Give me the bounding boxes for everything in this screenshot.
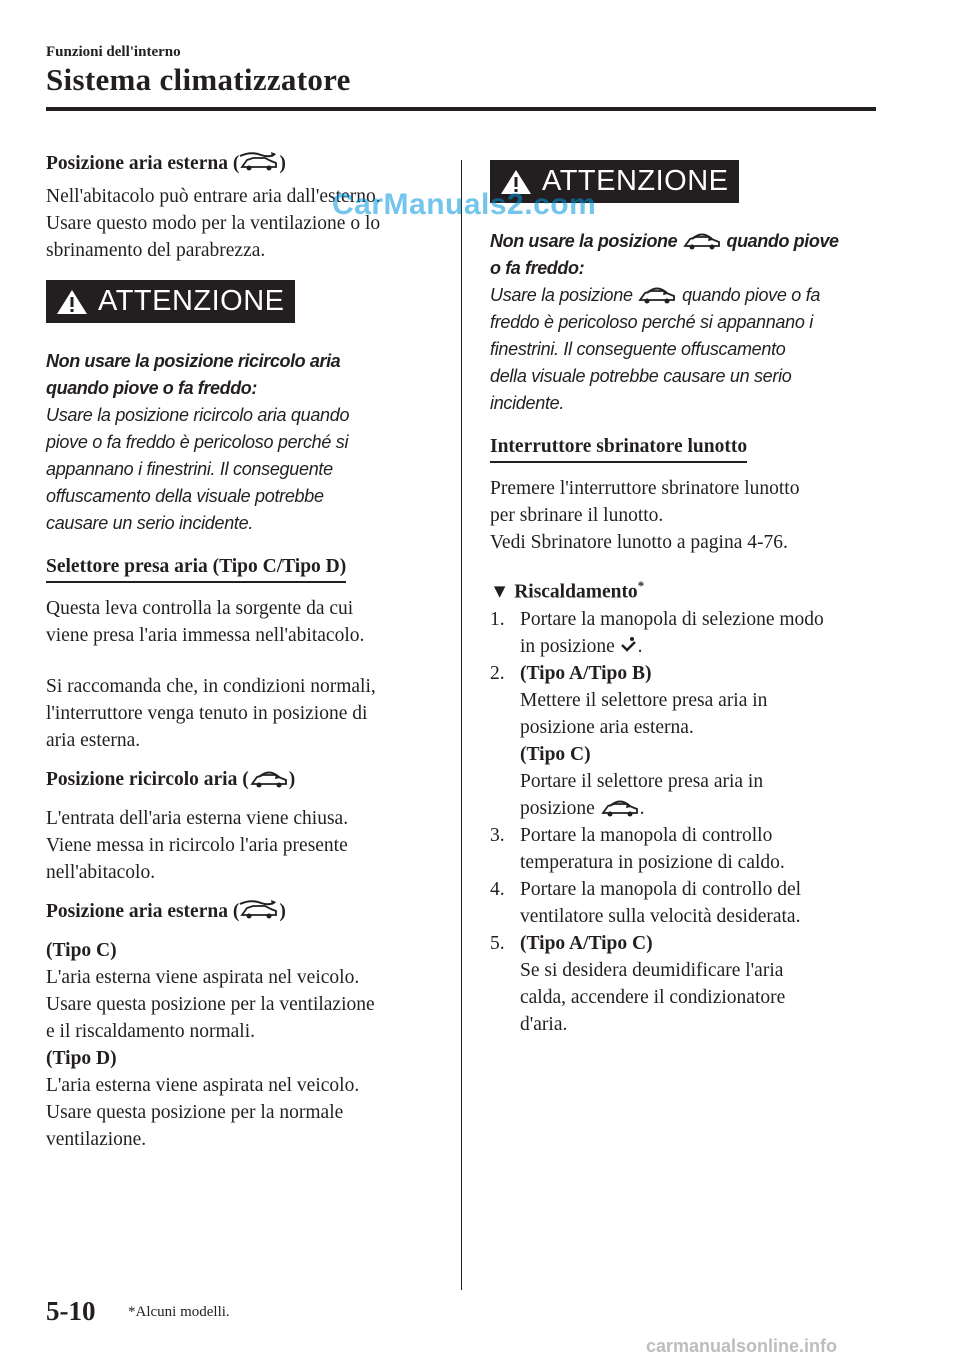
outside-air-heading-2 xyxy=(46,898,441,925)
outside-air-heading-prefix: Posizione aria esterna ( xyxy=(46,153,240,174)
step-2-line-2: posizione aria esterna. xyxy=(520,716,694,738)
type-d-text-3: ventilazione. xyxy=(46,1129,147,1150)
step-5-line-1: Se si desidera deumidificare l'aria xyxy=(520,959,784,981)
site-watermark[interactable]: carmanualsonline.info xyxy=(646,1336,838,1356)
step-1-line-1: Portare la manopola di selezione modo xyxy=(520,608,824,630)
recirc-heading-prefix: Posizione ricircolo aria ( xyxy=(46,769,249,790)
outside-air-heading-2-suffix: ) xyxy=(279,901,286,922)
recirc-heading xyxy=(46,766,441,793)
recirculate-air-icon xyxy=(600,796,640,818)
warning-badge-left xyxy=(46,280,295,323)
warning-title-right-2: o fa freddo: xyxy=(490,258,585,278)
type-d-text-2: Usare questa posizione per la normale xyxy=(46,1102,344,1123)
footnote: *Alcuni modelli. xyxy=(128,1304,230,1320)
warning-label-left: ATTENZIONE xyxy=(98,285,285,317)
type-c-label: (Tipo C) xyxy=(46,940,117,961)
step-2-number: 2. xyxy=(490,662,505,684)
warning-body-left-4: offuscamento della visuale potrebbe xyxy=(46,486,324,506)
step-2-type-ab: (Tipo A/Tipo B) xyxy=(520,662,652,684)
step-2-line-1: Mettere il selettore presa aria in xyxy=(520,689,768,711)
step-1-line-2-end: . xyxy=(637,635,643,657)
outside-air-heading xyxy=(46,150,441,177)
section-label: Funzioni dell'interno xyxy=(46,44,181,60)
recirc-heading-suffix: ) xyxy=(288,769,296,790)
step-2-line-4 xyxy=(520,795,885,822)
warning-title-right-1b: quando piove xyxy=(726,231,839,251)
column-divider xyxy=(461,160,462,1290)
heating-footnote-star: * xyxy=(637,578,645,593)
outside-air-heading-suffix: ) xyxy=(279,153,286,174)
rear-defrost-heading: Interruttore sbrinatore lunotto xyxy=(490,433,747,463)
selector-text-2b: l'interruttore venga tenuto in posizione di xyxy=(46,703,368,724)
step-5-line-2: calda, accendere il condizionatore xyxy=(520,986,786,1008)
warning-title-left-1: Non usare la posizione ricircolo aria xyxy=(46,351,341,371)
step-1-line-2-text: in posizione xyxy=(520,635,615,657)
watermark: CarManuals2.com xyxy=(332,188,597,221)
warning-body-left-5: causare un serio incidente. xyxy=(46,513,254,533)
right-column xyxy=(490,160,885,1038)
step-1-line-2 xyxy=(520,633,885,660)
warning-body-right-5: incidente. xyxy=(490,393,565,413)
page-title: Sistema climatizzatore xyxy=(46,62,351,97)
selector-text-2c: aria esterna. xyxy=(46,730,141,751)
warning-title-right-1a: Non usare la posizione xyxy=(490,231,678,251)
selector-text-1b: viene presa l'aria immessa nell'abitacolo. xyxy=(46,625,365,646)
step-1 xyxy=(490,606,885,660)
warning-body-left-2: piove o fa freddo è pericoloso perché si xyxy=(46,432,349,452)
warning-body-right-2: freddo è pericoloso perché si appannano i xyxy=(490,312,813,332)
warning-body-right-1a: Usare la posizione xyxy=(490,285,633,305)
step-3-line-1: Portare la manopola di controllo xyxy=(520,824,773,846)
type-c-text-1: L'aria esterna viene aspirata nel veicolo. xyxy=(46,967,360,988)
step-3-line-2: temperatura in posizione di caldo. xyxy=(520,851,785,873)
floor-mode-icon xyxy=(620,636,638,654)
warning-body-left-3: appannano i finestrini. Il conseguente xyxy=(46,459,333,479)
recirc-text-2: Viene messa in ricircolo l'aria presente xyxy=(46,835,348,856)
outside-air-icon xyxy=(239,899,279,921)
outside-air-icon xyxy=(239,151,279,173)
warning-triangle-icon xyxy=(56,288,88,316)
step-4-line-2: ventilatore sulla velocità desiderata. xyxy=(520,905,801,927)
page-number: 5-10 xyxy=(46,1296,96,1326)
title-rule xyxy=(46,107,876,111)
warning-body-right-3: finestrini. Il conseguente offuscamento xyxy=(490,339,786,359)
step-5-type: (Tipo A/Tipo C) xyxy=(520,932,653,954)
warning-body-right-1 xyxy=(490,282,885,309)
heating-heading-text: Riscaldamento xyxy=(514,581,638,603)
step-5-number: 5. xyxy=(490,932,505,954)
type-c-text-3: e il riscaldamento normali. xyxy=(46,1021,256,1042)
warning-body-right-4: della visuale potrebbe causare un serio xyxy=(490,366,792,386)
heating-heading xyxy=(490,572,885,606)
warning-title-left-2: quando piove o fa freddo: xyxy=(46,378,257,398)
step-3 xyxy=(490,822,885,876)
recirc-text-1: L'entrata dell'aria esterna viene chiusa. xyxy=(46,808,349,829)
step-4 xyxy=(490,876,885,930)
selector-heading: Selettore presa aria (Tipo C/Tipo D) xyxy=(46,553,346,583)
heating-steps xyxy=(490,606,885,1038)
recirculate-air-icon xyxy=(682,229,722,251)
heating-marker-icon: ▼ xyxy=(490,581,510,603)
rear-defrost-text-2: per sbrinare il lunotto. xyxy=(490,505,664,526)
outside-air-heading-2-prefix: Posizione aria esterna ( xyxy=(46,901,240,922)
type-d-text-1: L'aria esterna viene aspirata nel veicolo. xyxy=(46,1075,360,1096)
type-d-label: (Tipo D) xyxy=(46,1048,117,1069)
left-column xyxy=(46,150,441,1153)
step-4-line-1: Portare la manopola di controllo del xyxy=(520,878,802,900)
warning-label-right: ATTENZIONE xyxy=(542,165,729,197)
rear-defrost-text-1: Premere l'interruttore sbrinatore lunotto xyxy=(490,478,800,499)
selector-text-1a: Questa leva controlla la sorgente da cui xyxy=(46,598,354,619)
outside-air-text-1: Nell'abitacolo può entrare aria dall'esterno. xyxy=(46,186,381,207)
step-2-line-3: Portare il selettore presa aria in xyxy=(520,770,764,792)
recirculate-air-icon xyxy=(637,283,677,305)
rear-defrost-text-3: Vedi Sbrinatore lunotto a pagina 4-76. xyxy=(490,532,788,553)
step-4-number: 4. xyxy=(490,878,505,900)
outside-air-text-3: sbrinamento del parabrezza. xyxy=(46,240,266,261)
step-2 xyxy=(490,660,885,822)
outside-air-text-2: Usare questo modo per la ventilazione o lo xyxy=(46,213,381,234)
selector-text-2a: Si raccomanda che, in condizioni normali, xyxy=(46,676,376,697)
step-5-line-3: d'aria. xyxy=(520,1013,568,1035)
warning-body-right-1b: quando piove o fa xyxy=(682,285,821,305)
warning-title-right-1 xyxy=(490,228,885,255)
step-1-number: 1. xyxy=(490,608,505,630)
type-c-text-2: Usare questa posizione per la ventilazione xyxy=(46,994,375,1015)
step-3-number: 3. xyxy=(490,824,505,846)
recirculate-air-icon xyxy=(249,767,289,789)
step-2-type-c: (Tipo C) xyxy=(520,743,591,765)
step-2-line-4-text: posizione xyxy=(520,797,595,819)
step-2-line-4-end: . xyxy=(639,797,645,819)
step-5 xyxy=(490,930,885,1038)
recirc-text-3: nell'abitacolo. xyxy=(46,862,156,883)
warning-body-left-1: Usare la posizione ricircolo aria quando xyxy=(46,405,350,425)
